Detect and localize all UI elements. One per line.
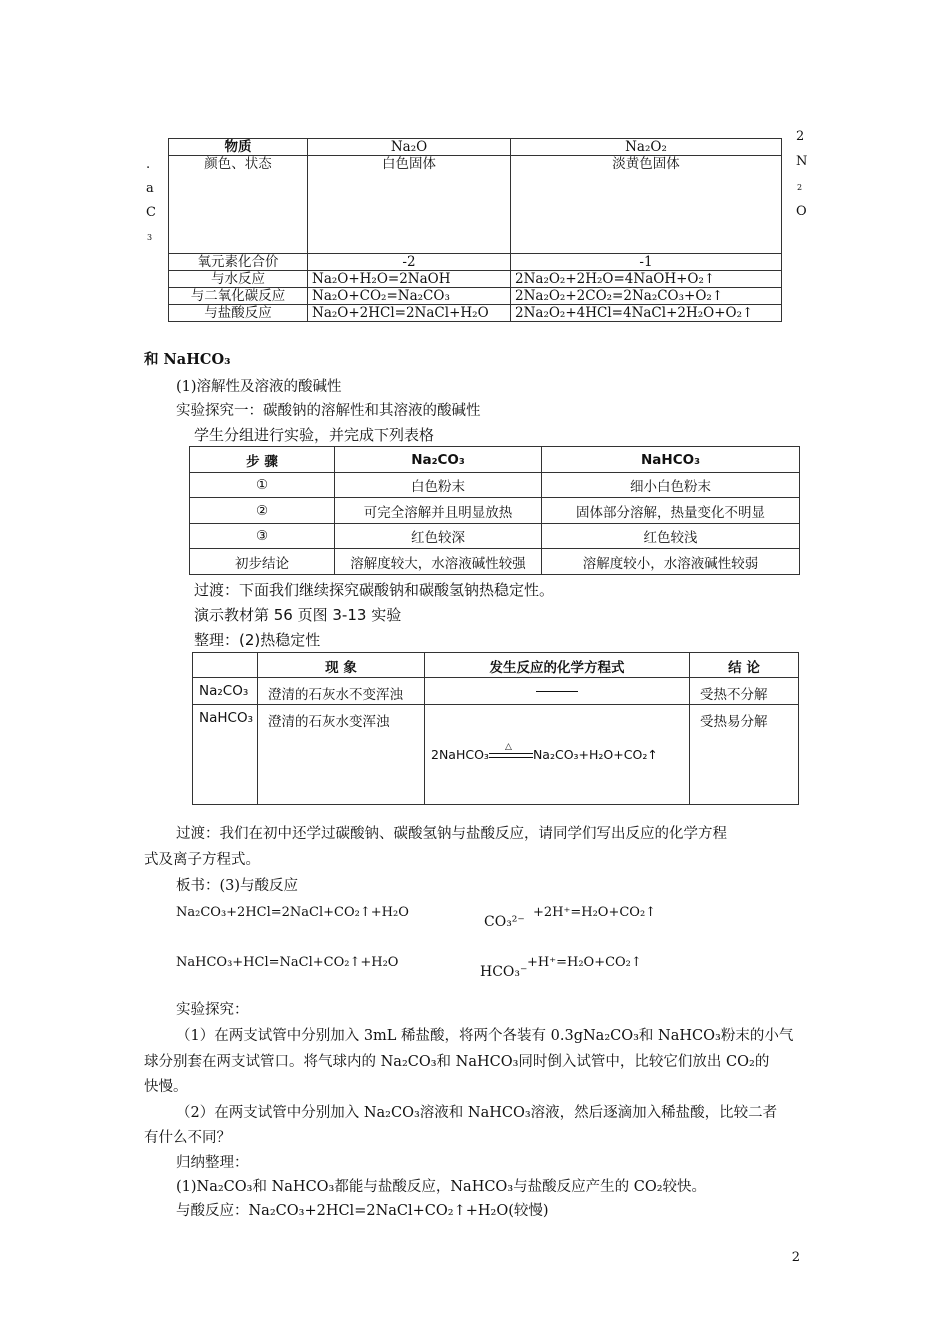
table-cell: 初步结论 bbox=[190, 549, 335, 575]
paragraph: 学生分组进行实验，并完成下列表格 bbox=[194, 426, 435, 444]
table-cell: 细小白色粉末 bbox=[542, 473, 800, 498]
table-cell: 2Na₂O₂+4HCl=4NaCl+2H₂O+O₂↑ bbox=[511, 305, 782, 322]
table-cell: 与二氧化碳反应 bbox=[169, 288, 308, 305]
paragraph: 球分别套在两支试管口。将气球内的 Na₂CO₃和 NaHCO₃同时倒入试管中，比较它们放出 CO₂的 bbox=[144, 1054, 770, 1070]
table-cell: ② bbox=[190, 498, 335, 524]
paragraph: 板书：(3)与酸反应 bbox=[176, 878, 299, 894]
paragraph: 式及离子方程式。 bbox=[144, 852, 260, 868]
paragraph: 实验探究： bbox=[176, 1002, 249, 1018]
paragraph: (1)溶解性及溶液的酸碱性 bbox=[176, 379, 342, 395]
side-char: C bbox=[146, 205, 156, 220]
ion-formula: CO₃²⁻ bbox=[484, 914, 525, 930]
paragraph: 有什么不同？ bbox=[144, 1130, 231, 1146]
table-cell: ③ bbox=[190, 524, 335, 549]
section-heading: 和 NaHCO₃ bbox=[144, 351, 231, 368]
table-cell: Na₂O+CO₂=Na₂CO₃ bbox=[308, 288, 511, 305]
table-cell: Na₂CO₃ bbox=[193, 678, 258, 705]
table-cell: 溶解度较大，水溶液碱性较强 bbox=[335, 549, 542, 575]
table-cell: 淡黄色固体 bbox=[511, 156, 782, 254]
paragraph: 快慢。 bbox=[144, 1079, 188, 1095]
side-char: 2 bbox=[796, 129, 805, 144]
equation-right: Na₂CO₃+H₂O+CO₂↑ bbox=[532, 746, 658, 762]
table-cell: 溶解度较小，水溶液碱性较弱 bbox=[542, 549, 800, 575]
heat-symbol: △ bbox=[504, 741, 512, 752]
table-header: 物质 bbox=[169, 139, 308, 156]
table-cell bbox=[425, 678, 690, 705]
table-header: 结 论 bbox=[690, 653, 799, 678]
table-header: Na₂O₂ bbox=[511, 139, 782, 156]
paragraph: （2）在两支试管中分别加入 Na₂CO₃溶液和 NaHCO₃溶液，然后逐滴加入稀盐酸，比较二者 bbox=[176, 1105, 778, 1121]
equation-left: 2NaHCO₃ bbox=[431, 746, 489, 762]
page-number: 2 bbox=[791, 1250, 800, 1265]
table-header: 发生反应的化学方程式 bbox=[425, 653, 690, 678]
table-cell: 颜色、状态 bbox=[169, 156, 308, 254]
equation: Na₂CO₃+2HCl=2NaCl+CO₂↑+H₂O bbox=[176, 905, 409, 920]
side-char: O bbox=[796, 204, 807, 219]
table-cell: 澄清的石灰水变浑浊 bbox=[258, 705, 425, 805]
table-header: 步 骤 bbox=[190, 447, 335, 473]
paragraph: 过渡：下面我们继续探究碳酸钠和碳酸氢钠热稳定性。 bbox=[194, 581, 555, 599]
paragraph: 整理：(2)热稳定性 bbox=[194, 631, 321, 649]
table-cell: 白色固体 bbox=[308, 156, 511, 254]
table-cell: Na₂O+2HCl=2NaCl+H₂O bbox=[308, 305, 511, 322]
side-char: 2 bbox=[797, 183, 803, 192]
table-cell: 氧元素化合价 bbox=[169, 254, 308, 271]
table-cell: 与水反应 bbox=[169, 271, 308, 288]
table-cell: Na₂O+H₂O=2NaOH bbox=[308, 271, 511, 288]
dash-line bbox=[536, 691, 578, 692]
side-char: N bbox=[796, 154, 808, 169]
table-cell: 2Na₂O₂+2CO₂=2Na₂CO₃+O₂↑ bbox=[511, 288, 782, 305]
table-cell: -2 bbox=[308, 254, 511, 271]
paragraph: 演示教材第 56 页图 3-13 实验 bbox=[194, 606, 402, 624]
equation-cell bbox=[425, 705, 690, 805]
table-cell: 固体部分溶解，热量变化不明显 bbox=[542, 498, 800, 524]
table-header: Na₂CO₃ bbox=[335, 447, 542, 473]
paragraph: （1）在两支试管中分别加入 3mL 稀盐酸，将两个各装有 0.3gNa₂CO₃和 NaHCO₃粉末的小气 bbox=[176, 1028, 794, 1044]
table-cell: 2Na₂O₂+2H₂O=4NaOH+O₂↑ bbox=[511, 271, 782, 288]
side-char: a bbox=[146, 181, 154, 196]
table-header: NaHCO₃ bbox=[542, 447, 800, 473]
reaction-arrow bbox=[489, 741, 533, 758]
ion-equation: +H⁺=H₂O+CO₂↑ bbox=[527, 955, 642, 970]
paragraph: 与酸反应：Na₂CO₃+2HCl=2NaCl+CO₂↑+H₂O(较慢) bbox=[176, 1203, 549, 1219]
table-header: Na₂O bbox=[308, 139, 511, 156]
table-cell: 红色较深 bbox=[335, 524, 542, 549]
side-char: 3 bbox=[147, 233, 153, 242]
ion-equation: +2H⁺=H₂O+CO₂↑ bbox=[533, 905, 657, 920]
paragraph: 过渡：我们在初中还学过碳酸钠、碳酸氢钠与盐酸反应，请同学们写出反应的化学方程 bbox=[176, 826, 727, 842]
table-cell: 可完全溶解并且明显放热 bbox=[335, 498, 542, 524]
paragraph: 归纳整理： bbox=[176, 1155, 249, 1171]
oxide-comparison-table bbox=[168, 138, 782, 322]
thermal-stability-table bbox=[192, 652, 799, 805]
table-cell: 受热易分解 bbox=[690, 705, 799, 805]
table-cell: 白色粉末 bbox=[335, 473, 542, 498]
table-cell: 与盐酸反应 bbox=[169, 305, 308, 322]
table-header: 现 象 bbox=[258, 653, 425, 678]
table-cell: ① bbox=[190, 473, 335, 498]
table-cell: 受热不分解 bbox=[690, 678, 799, 705]
table-cell: 红色较浅 bbox=[542, 524, 800, 549]
ion-formula: HCO₃⁻ bbox=[480, 964, 528, 980]
table-cell: NaHCO₃ bbox=[193, 705, 258, 805]
paragraph: 实验探究一：碳酸钠的溶解性和其溶液的酸碱性 bbox=[176, 403, 481, 419]
solubility-table bbox=[189, 446, 800, 575]
side-char: . bbox=[146, 157, 151, 172]
table-cell: 澄清的石灰水不变浑浊 bbox=[258, 678, 425, 705]
table-cell: -1 bbox=[511, 254, 782, 271]
paragraph: (1)Na₂CO₃和 NaHCO₃都能与盐酸反应，NaHCO₃与盐酸反应产生的 CO₂较快。 bbox=[176, 1179, 707, 1195]
table-header bbox=[193, 653, 258, 678]
equation: NaHCO₃+HCl=NaCl+CO₂↑+H₂O bbox=[176, 955, 399, 970]
